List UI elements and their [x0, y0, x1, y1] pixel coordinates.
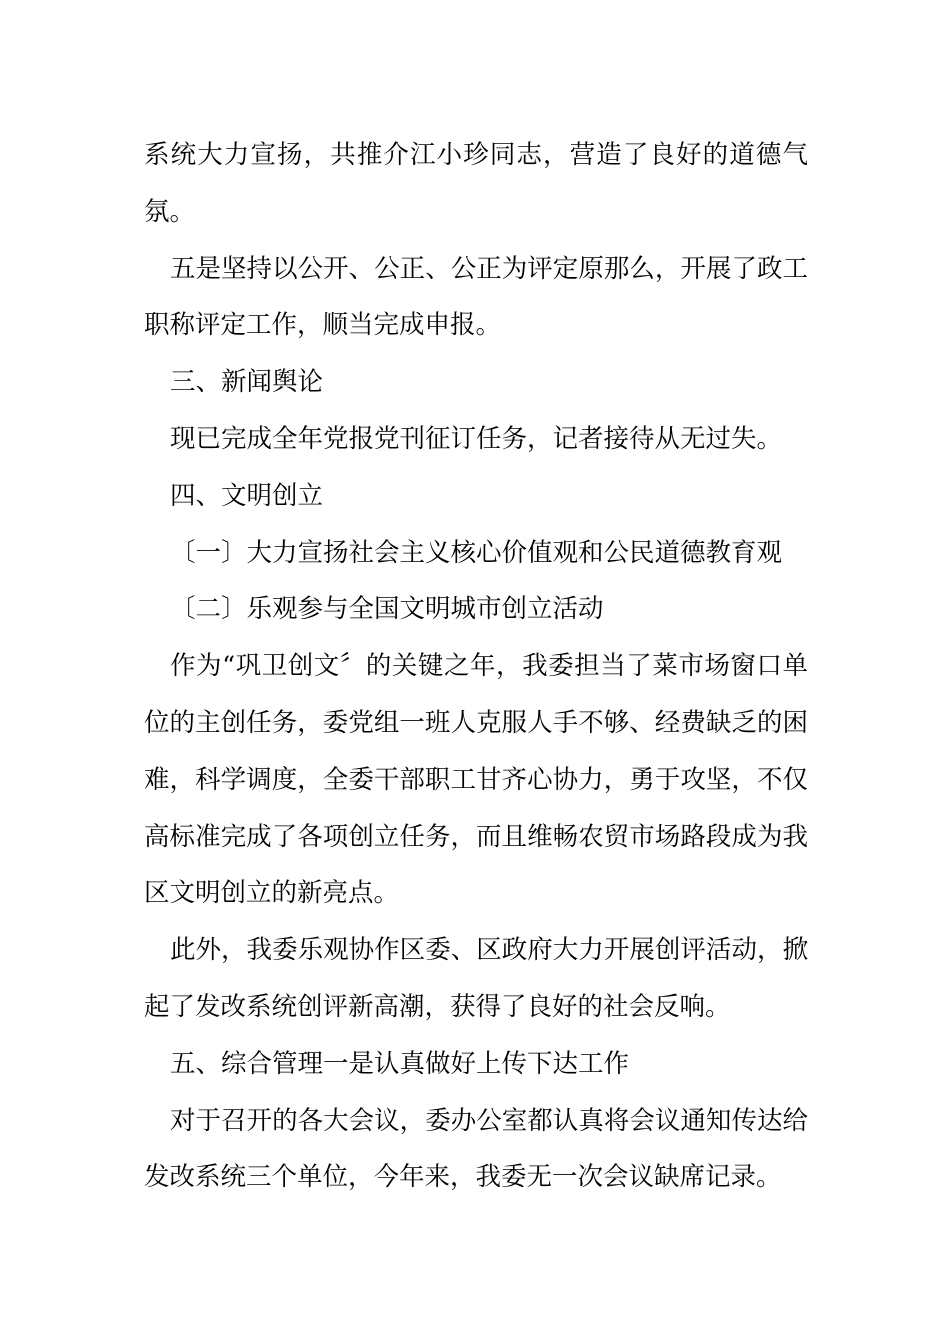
- paragraph: 现已完成全年党报党刊征订任务，记者接待从无过失。: [170, 423, 783, 454]
- paragraph: 五是坚持以公开、公正、公正为评定原那么，开展了政工职称评定工作，顺当完成申报。: [144, 253, 808, 341]
- paragraph: 作为“巩卫创文〞的关键之年，我委担当了菜市场窗口单位的主创任务，委党组一班人克服人手不够、经费缺乏的困难，科学调度，全委干部职工甘齐心协力，勇于攻坚，不仅高标准完成了各项创立任务，而且维畅农贸市场路段成为我区文明创立的新亮点。: [144, 651, 808, 909]
- section-heading: 三、新闻舆论: [170, 367, 324, 398]
- paragraph: 此外，我委乐观协作区委、区政府大力开展创评活动，掀起了发改系统创评新高潮，获得了良好的社会反响。: [144, 935, 808, 1022]
- paragraph: 对于召开的各大会议，委办公室都认真将会议通知传达给发改系统三个单位，今年来，我委无一次会议缺席记录。: [144, 1105, 808, 1193]
- section-heading: 五、综合管理一是认真做好上传下达工作: [170, 1048, 630, 1079]
- subsection-heading: 〔一〕大力宣扬社会主义核心价值观和公民道德教育观: [170, 537, 783, 568]
- document-body: [144, 127, 808, 1206]
- section-heading: 四、文明创立: [170, 480, 324, 511]
- subsection-heading: 〔二〕乐观参与全国文明城市创立活动: [170, 594, 604, 625]
- paragraph-continuation: 系统大力宣扬，共推介江小珍同志，营造了良好的道德气氛。: [144, 140, 808, 227]
